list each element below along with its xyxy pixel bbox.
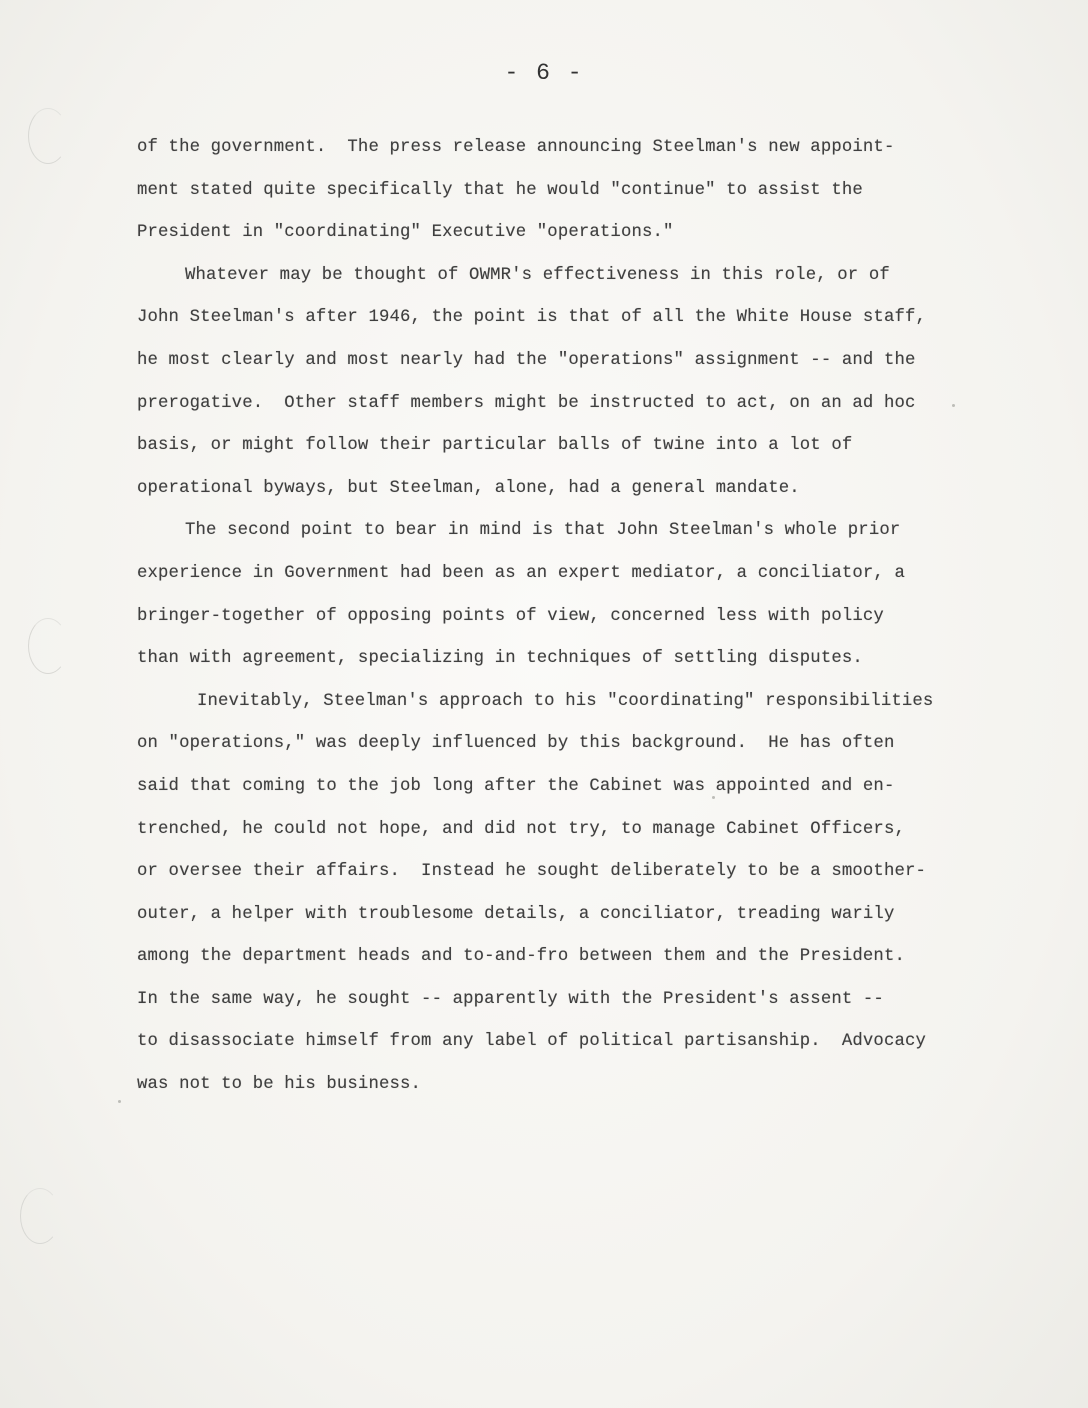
text-line: outer, a helper with troublesome details, a conciliator, treading warily — [137, 904, 895, 924]
text-line: ment stated quite specifically that he would "continue" to assist the — [137, 180, 863, 200]
text-line: operational byways, but Steelman, alone, had a general mandate. — [137, 478, 800, 498]
text-line: among the department heads and to-and-fro between them and the President. — [137, 947, 905, 967]
paragraph-4 — [137, 681, 967, 1107]
text-line: to disassociate himself from any label of political partisanship. Advocacy — [137, 1032, 927, 1052]
paragraph-2 — [137, 255, 967, 511]
text-line: of the government. The press release announcing Steelman's new appoint- — [137, 138, 895, 157]
paragraph-3 — [137, 510, 967, 680]
text-line: John Steelman's after 1946, the point is that of all the White House staff, — [137, 308, 927, 328]
text-line: was not to be his business. — [137, 1075, 422, 1095]
body-text — [137, 127, 967, 1107]
text-line: In the same way, he sought -- apparently with the President's assent -- — [137, 989, 884, 1009]
text-line: President in "coordinating" Executive "operations." — [137, 223, 674, 243]
page-number: - 6 - — [504, 60, 584, 86]
text-line: prerogative. Other staff members might be instructed to act, on an ad hoc — [137, 393, 916, 413]
text-line: he most clearly and most nearly had the "operations" assignment -- and the — [137, 350, 916, 370]
text-line: said that coming to the job long after the Cabinet was appointed and en- — [137, 776, 895, 796]
text-line: Whatever may be thought of OWMR's effectiveness in this role, or of — [185, 265, 890, 285]
paper-speck — [118, 1100, 121, 1103]
text-line: or oversee their affairs. Instead he sought deliberately to be a smoother- — [137, 862, 927, 882]
punch-hole-middle — [28, 618, 68, 674]
text-line: Inevitably, Steelman's approach to his "coordinating" responsibilities — [197, 691, 934, 711]
text-line: bringer-together of opposing points of view, concerned less with policy — [137, 606, 884, 626]
text-line: basis, or might follow their particular balls of twine into a lot of — [137, 436, 853, 456]
text-line: than with agreement, specializing in techniques of settling disputes. — [137, 649, 863, 669]
text-line: on "operations," was deeply influenced by this background. He has often — [137, 734, 895, 754]
text-line: The second point to bear in mind is that John Steelman's whole prior — [185, 521, 901, 541]
punch-hole-top — [28, 108, 68, 164]
text-line: trenched, he could not hope, and did not try, to manage Cabinet Officers, — [137, 819, 905, 839]
punch-hole-bottom — [20, 1188, 60, 1244]
paragraph-1 — [137, 127, 967, 255]
text-line: experience in Government had been as an expert mediator, a conciliator, a — [137, 563, 905, 583]
